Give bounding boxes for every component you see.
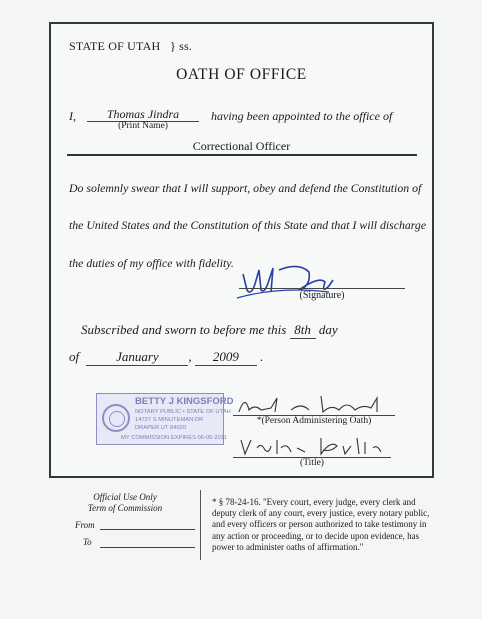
notary-signature-image (231, 390, 391, 418)
stamp-line-4: MY COMMISSION EXPIRES 06-05-2011 (121, 435, 227, 441)
year-value[interactable]: 2009 (195, 349, 257, 366)
signature-line (239, 288, 405, 289)
notary-stamp (96, 393, 234, 445)
of-label: of (69, 349, 80, 364)
month-value[interactable]: January (86, 349, 188, 366)
signature-caption: (Signature) (299, 290, 345, 301)
year-period: . (260, 349, 264, 364)
from-field[interactable] (100, 529, 195, 530)
day-value[interactable]: 8th (290, 322, 316, 339)
office-underline (67, 154, 417, 156)
stamp-line-1: NOTARY PUBLIC • STATE OF UTAH (135, 409, 231, 415)
month-comma: , (188, 349, 192, 364)
to-label: To (83, 537, 92, 547)
appointed-text: having been appointed to the office of (211, 109, 393, 123)
oath-line-1: Do solemnly swear that I will support, obey and defend the Constitution of (69, 181, 422, 195)
from-label: From (75, 520, 95, 530)
print-name-caption: (Print Name) (118, 121, 168, 131)
month-year-line (69, 349, 263, 366)
oath-line-3: the duties of my office with fidelity. (69, 256, 234, 270)
term-of-commission-label: Term of Commission (87, 503, 163, 513)
footer-divider (200, 490, 201, 560)
sworn-line (81, 322, 338, 339)
official-use-heading (60, 492, 190, 514)
name-value[interactable]: Thomas Jindra (106, 107, 180, 121)
official-use-label: Official Use Only (93, 492, 157, 502)
ss-label: } ss. (169, 39, 193, 53)
state-label: STATE OF UTAH (69, 39, 161, 53)
oath-line-2: the United States and the Constitution of this State and that I will discharge (69, 218, 427, 232)
to-field[interactable] (100, 547, 195, 548)
form-title: OATH OF OFFICE (176, 66, 307, 83)
stamp-name: BETTY J KINGSFORD (135, 396, 234, 407)
office-value[interactable]: Correctional Officer (192, 139, 291, 153)
state-heading (69, 39, 192, 54)
statute-text: * § 78-24-16. "Every court, every judge, every clerk and deputy clerk of any court, every justice, every notary public, and every officers or person authorized to take testimony in any action or proceeding, or to decide upon evidence, has power to administer oaths of affirmation." (212, 497, 430, 552)
state-seal-icon (102, 404, 130, 432)
sworn-prefix: Subscribed and sworn to before me this (81, 322, 287, 337)
i-label: I, (69, 109, 76, 123)
administering-caption: *(Person Administering Oath) (256, 416, 372, 426)
oath-form-frame (49, 22, 434, 478)
stamp-line-2: 14727 S MINUTEMAN DR (135, 417, 204, 423)
title-caption: (Title) (300, 458, 324, 468)
stamp-line-3: DRAPER UT 84020 (135, 425, 187, 431)
day-label: day (318, 322, 338, 337)
title-handwriting-image (231, 432, 391, 458)
